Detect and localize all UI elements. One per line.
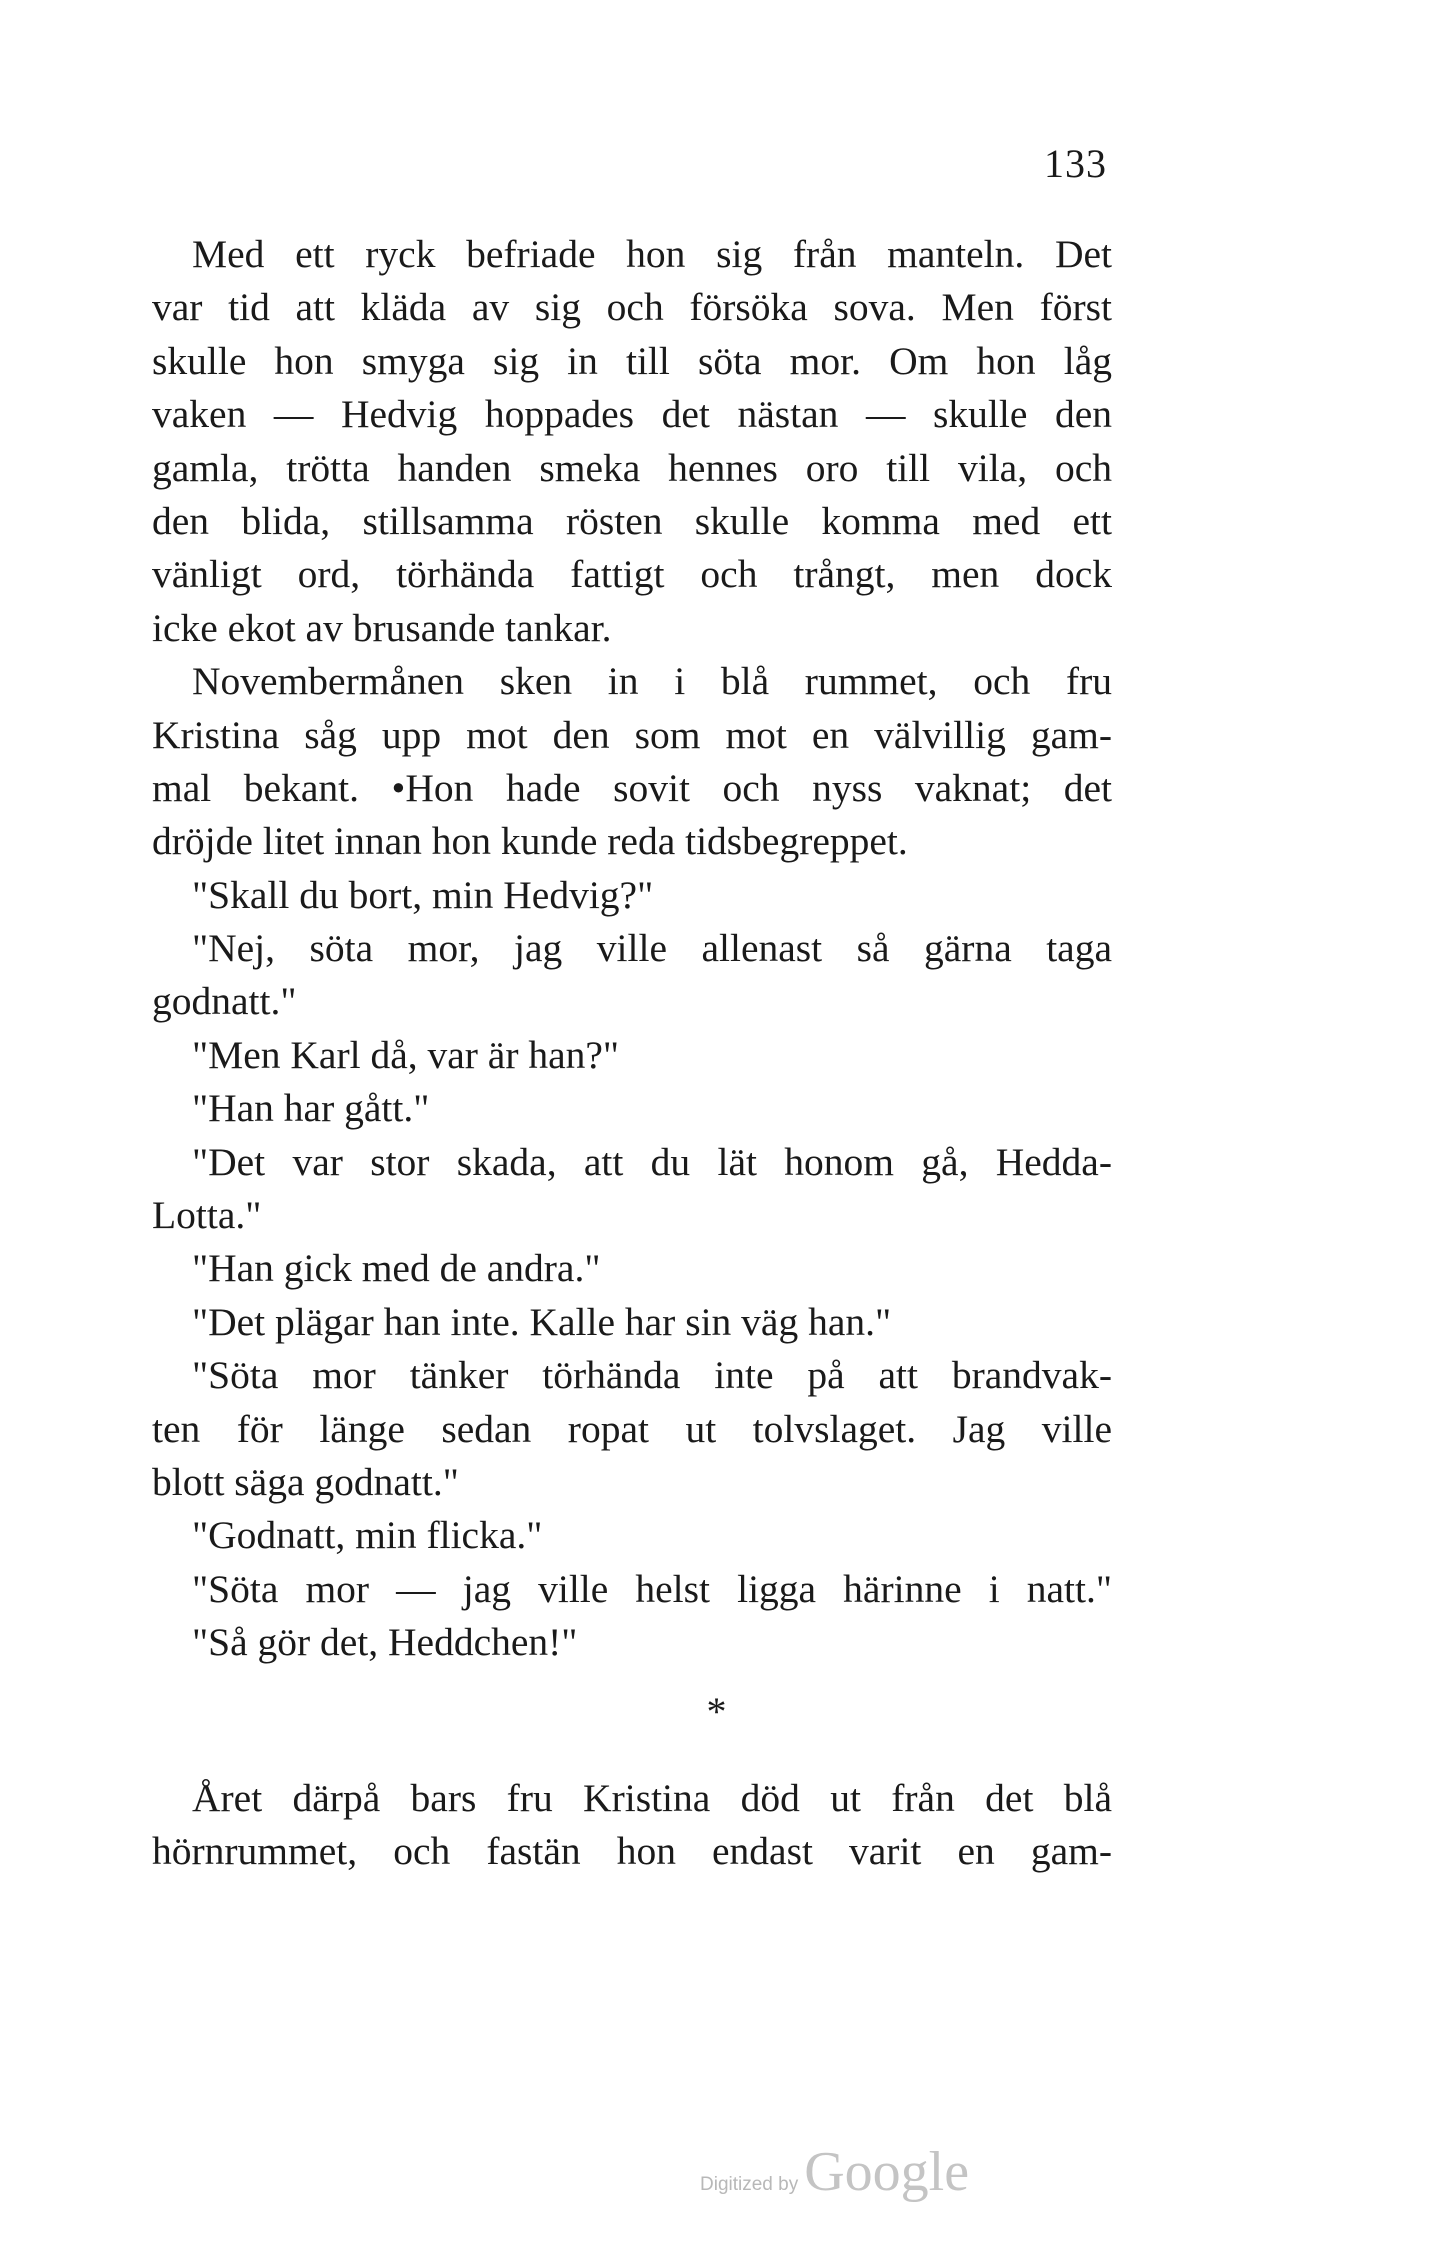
text-line: "Godnatt, min flicka.": [192, 1513, 543, 1558]
text-line: "Söta mor — jag ville helst ligga härinne i natt.": [192, 1566, 1112, 1611]
final-paragraph: [152, 1772, 1112, 1879]
google-logo: Google: [804, 2141, 970, 2203]
text-line: Novembermånen sken in i blå rummet, och fru: [192, 659, 1112, 704]
text-line: "Så gör det, Heddchen!": [192, 1620, 578, 1665]
text-line: Året därpå bars fru Kristina död ut från det blå: [192, 1776, 1112, 1820]
text-line: mal bekant. •Hon hade sovit och nyss vaknat; det: [152, 765, 1112, 810]
body-text: [152, 228, 1112, 1670]
text-line: "Skall du bort, min Hedvig?": [192, 872, 654, 917]
digitization-watermark: [700, 2140, 969, 2204]
page-number: 133: [1044, 141, 1107, 186]
text-line: "Nej, söta mor, jag ville allenast så gärna taga: [192, 926, 1112, 971]
digitized-by-label: Digitized by: [700, 2174, 799, 2195]
text-line: Kristina såg upp mot den som mot en välvillig gam-: [152, 712, 1112, 757]
text-line: Lotta.": [152, 1193, 262, 1238]
text-line: var tid att kläda av sig och försöka sova. Men först: [152, 285, 1112, 330]
text-line: "Men Karl då, var är han?": [192, 1032, 620, 1077]
text-line: godnatt.": [152, 979, 297, 1024]
text-line: blott säga godnatt.": [152, 1459, 459, 1504]
section-separator: *: [706, 1689, 727, 1734]
text-line: Med ett ryck befriade hon sig från manteln. Det: [192, 232, 1112, 276]
text-line: vänligt ord, törhända fattigt och trångt, men dock: [152, 552, 1112, 597]
text-line: hörnrummet, och fastän hon endast varit en gam-: [152, 1829, 1112, 1874]
text-line: den blida, stillsamma rösten skulle komma med ett: [152, 498, 1112, 543]
text-line: "Det var stor skada, att du lät honom gå, Hedda-: [192, 1139, 1112, 1184]
text-line: dröjde litet innan hon kunde reda tidsbegreppet.: [152, 819, 908, 864]
text-line: ten för länge sedan ropat ut tolvslaget. Jag ville: [152, 1406, 1112, 1451]
text-line: gamla, trötta handen smeka hennes oro till vila, och: [152, 445, 1112, 490]
text-line: "Söta mor tänker törhända inte på att brandvak-: [192, 1353, 1112, 1398]
text-line: vaken — Hedvig hoppades det nästan — skulle den: [152, 392, 1112, 437]
text-line: "Han gick med de andra.": [192, 1246, 601, 1291]
text-line: "Det plägar han inte. Kalle har sin väg han.": [192, 1299, 892, 1344]
text-line: skulle hon smyga sig in till söta mor. Om hon låg: [152, 338, 1112, 383]
text-line: icke ekot av brusande tankar.: [152, 605, 612, 650]
text-line: "Han har gått.": [192, 1086, 430, 1131]
